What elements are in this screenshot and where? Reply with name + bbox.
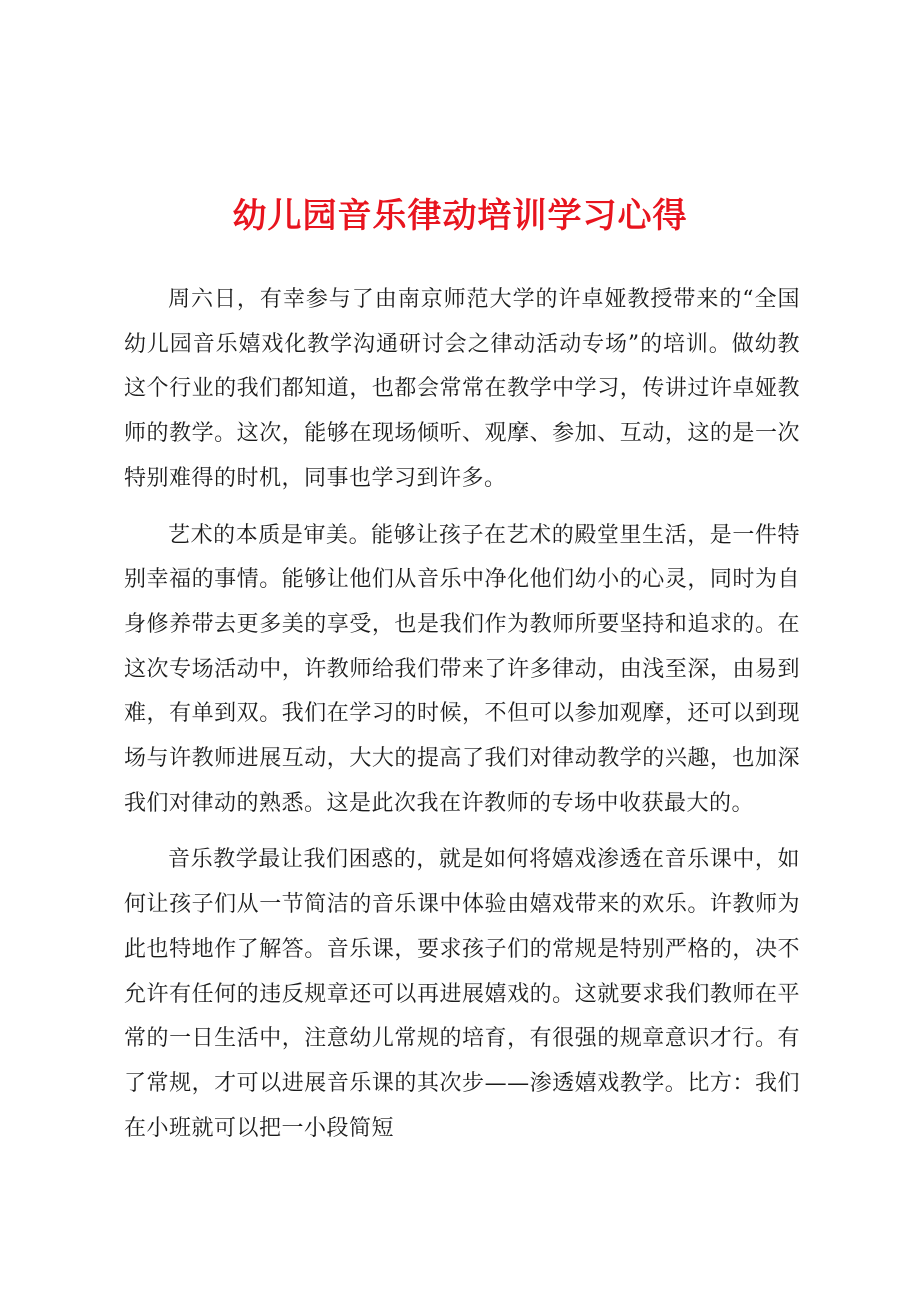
paragraph-1: 周六日，有幸参与了由南京师范大学的许卓娅教授带来的“全国幼儿园音乐嬉戏化教学沟通研讨会之律动活动专场”的培训。做幼教这个行业的我们都知道，也都会常常在教学中学习，传讲过许卓娅教师的教学。这次，能够在现场倾听、观摩、参加、互动，这的是一次特别难得的时机，同事也学习到许多。	[124, 287, 800, 491]
paragraph-2: 艺术的本质是审美。能够让孩子在艺术的殿堂里生活，是一件特别幸福的事情。能够让他们从音乐中净化他们幼小的心灵，同时为自身修养带去更多美的享受，也是我们作为教师所要坚持和追求的。在这次专场活动中，许教师给我们带来了许多律动，由浅至深，由易到难，有单到双。我们在学习的时候，不但可以参加观摩，还可以到现场与许教师进展互动，大大的提高了我们对律动教学的兴趣，也加深我们对律动的熟悉。这是此次我在许教师的专场中收获最大的。	[124, 522, 800, 816]
document-body	[124, 278, 800, 1163]
paragraph-3: 音乐教学最让我们困惑的，就是如何将嬉戏渗透在音乐课中，如何让孩子们从一节简洁的音乐课中体验由嬉戏带来的欢乐。许教师为此也特地作了解答。音乐课，要求孩子们的常规是特别严格的，决不允许有任何的违反规章还可以再进展嬉戏的。这就要求我们教师在平常的一日生活中，注意幼儿常规的培育，有很强的规章意识才行。有了常规，才可以进展音乐课的其次步——渗透嬉戏教学。比方：我们在小班就可以把一小段简短	[124, 847, 800, 1141]
document-title: 幼儿园音乐律动培训学习心得	[232, 196, 688, 236]
